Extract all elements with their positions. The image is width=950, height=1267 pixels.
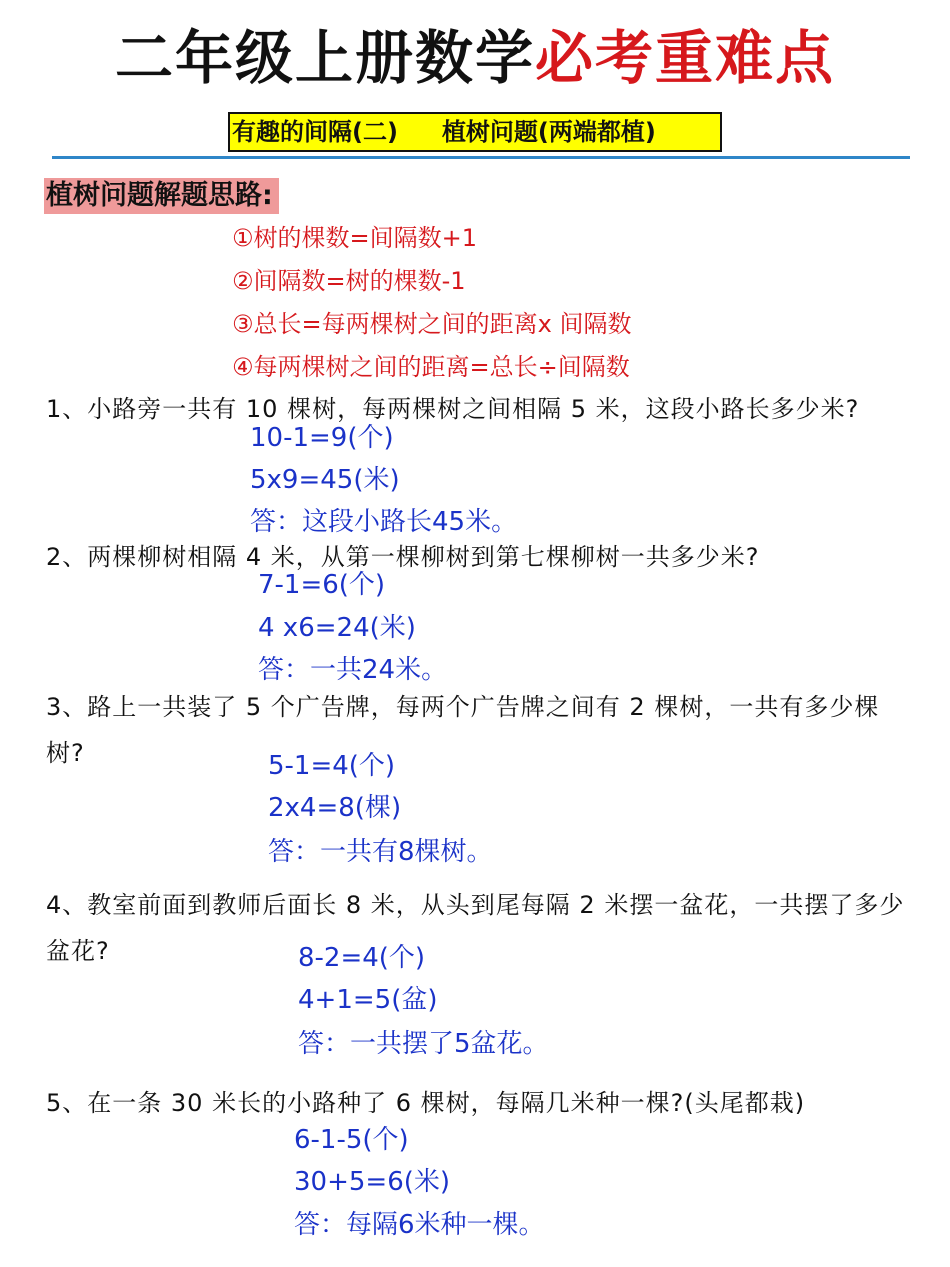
problem-3-step-1: 5-1=4(个) [268, 751, 396, 781]
problem-4-step-2: 4+1=5(盆) [298, 985, 438, 1015]
problem-2-answer: 答：一共24米。 [258, 655, 448, 685]
divider-line [52, 156, 910, 159]
problem-5-step-2: 30+5=6(米) [294, 1167, 451, 1197]
page-title [0, 18, 950, 98]
problem-5-step-1: 6-1-5(个) [294, 1125, 409, 1155]
problem-1-question: 1、小路旁一共有 10 棵树，每两棵树之间相隔 5 米，这段小路长多少米? [46, 395, 860, 423]
title-black-part: 二年级上册数学 [114, 24, 535, 92]
problem-4-step-1: 8-2=4(个) [298, 943, 426, 973]
topic-left: 有趣的间隔(二) [232, 118, 398, 146]
method-rule-2: ②间隔数=树的棵数-1 [232, 267, 466, 295]
problem-3-answer: 答：一共有8棵树。 [268, 837, 493, 867]
problem-3-question: 3、路上一共装了 5 个广告牌，每两个广告牌之间有 2 棵树，一共有多少棵树? [46, 693, 880, 767]
method-heading: 植树问题解题思路: [44, 178, 279, 214]
method-rule-4: ④每两棵树之间的距离=总长÷间隔数 [232, 353, 630, 381]
problem-1-step-2: 5x9=45(米) [250, 465, 400, 495]
problem-4-question: 4、教室前面到教师后面长 8 米，从头到尾每隔 2 米摆一盆花，一共摆了多少盆花? [46, 891, 905, 965]
problem-2-step-1: 7-1=6(个) [258, 570, 386, 600]
problem-5-answer: 答：每隔6米种一棵。 [294, 1210, 545, 1240]
problem-2-question: 2、两棵柳树相隔 4 米，从第一棵柳树到第七棵柳树一共多少米? [46, 543, 760, 571]
title-red-part: 必考重难点 [535, 24, 836, 92]
method-rule-3: ③总长=每两棵树之间的距离x 间隔数 [232, 310, 632, 338]
problem-4-answer: 答：一共摆了5盆花。 [298, 1029, 549, 1059]
problem-5-question: 5、在一条 30 米长的小路种了 6 棵树，每隔几米种一棵?(头尾都栽) [46, 1089, 806, 1117]
problem-1-step-1: 10-1=9(个) [250, 423, 394, 453]
topic-right: 植树问题(两端都植) [441, 118, 656, 146]
problem-2-step-2: 4 x6=24(米) [258, 613, 416, 643]
topic-banner [228, 112, 722, 152]
problem-1-answer: 答：这段小路长45米。 [250, 507, 518, 537]
problem-3-step-2: 2x4=8(棵) [268, 793, 402, 823]
method-rule-1: ①树的棵数=间隔数+1 [232, 224, 478, 252]
